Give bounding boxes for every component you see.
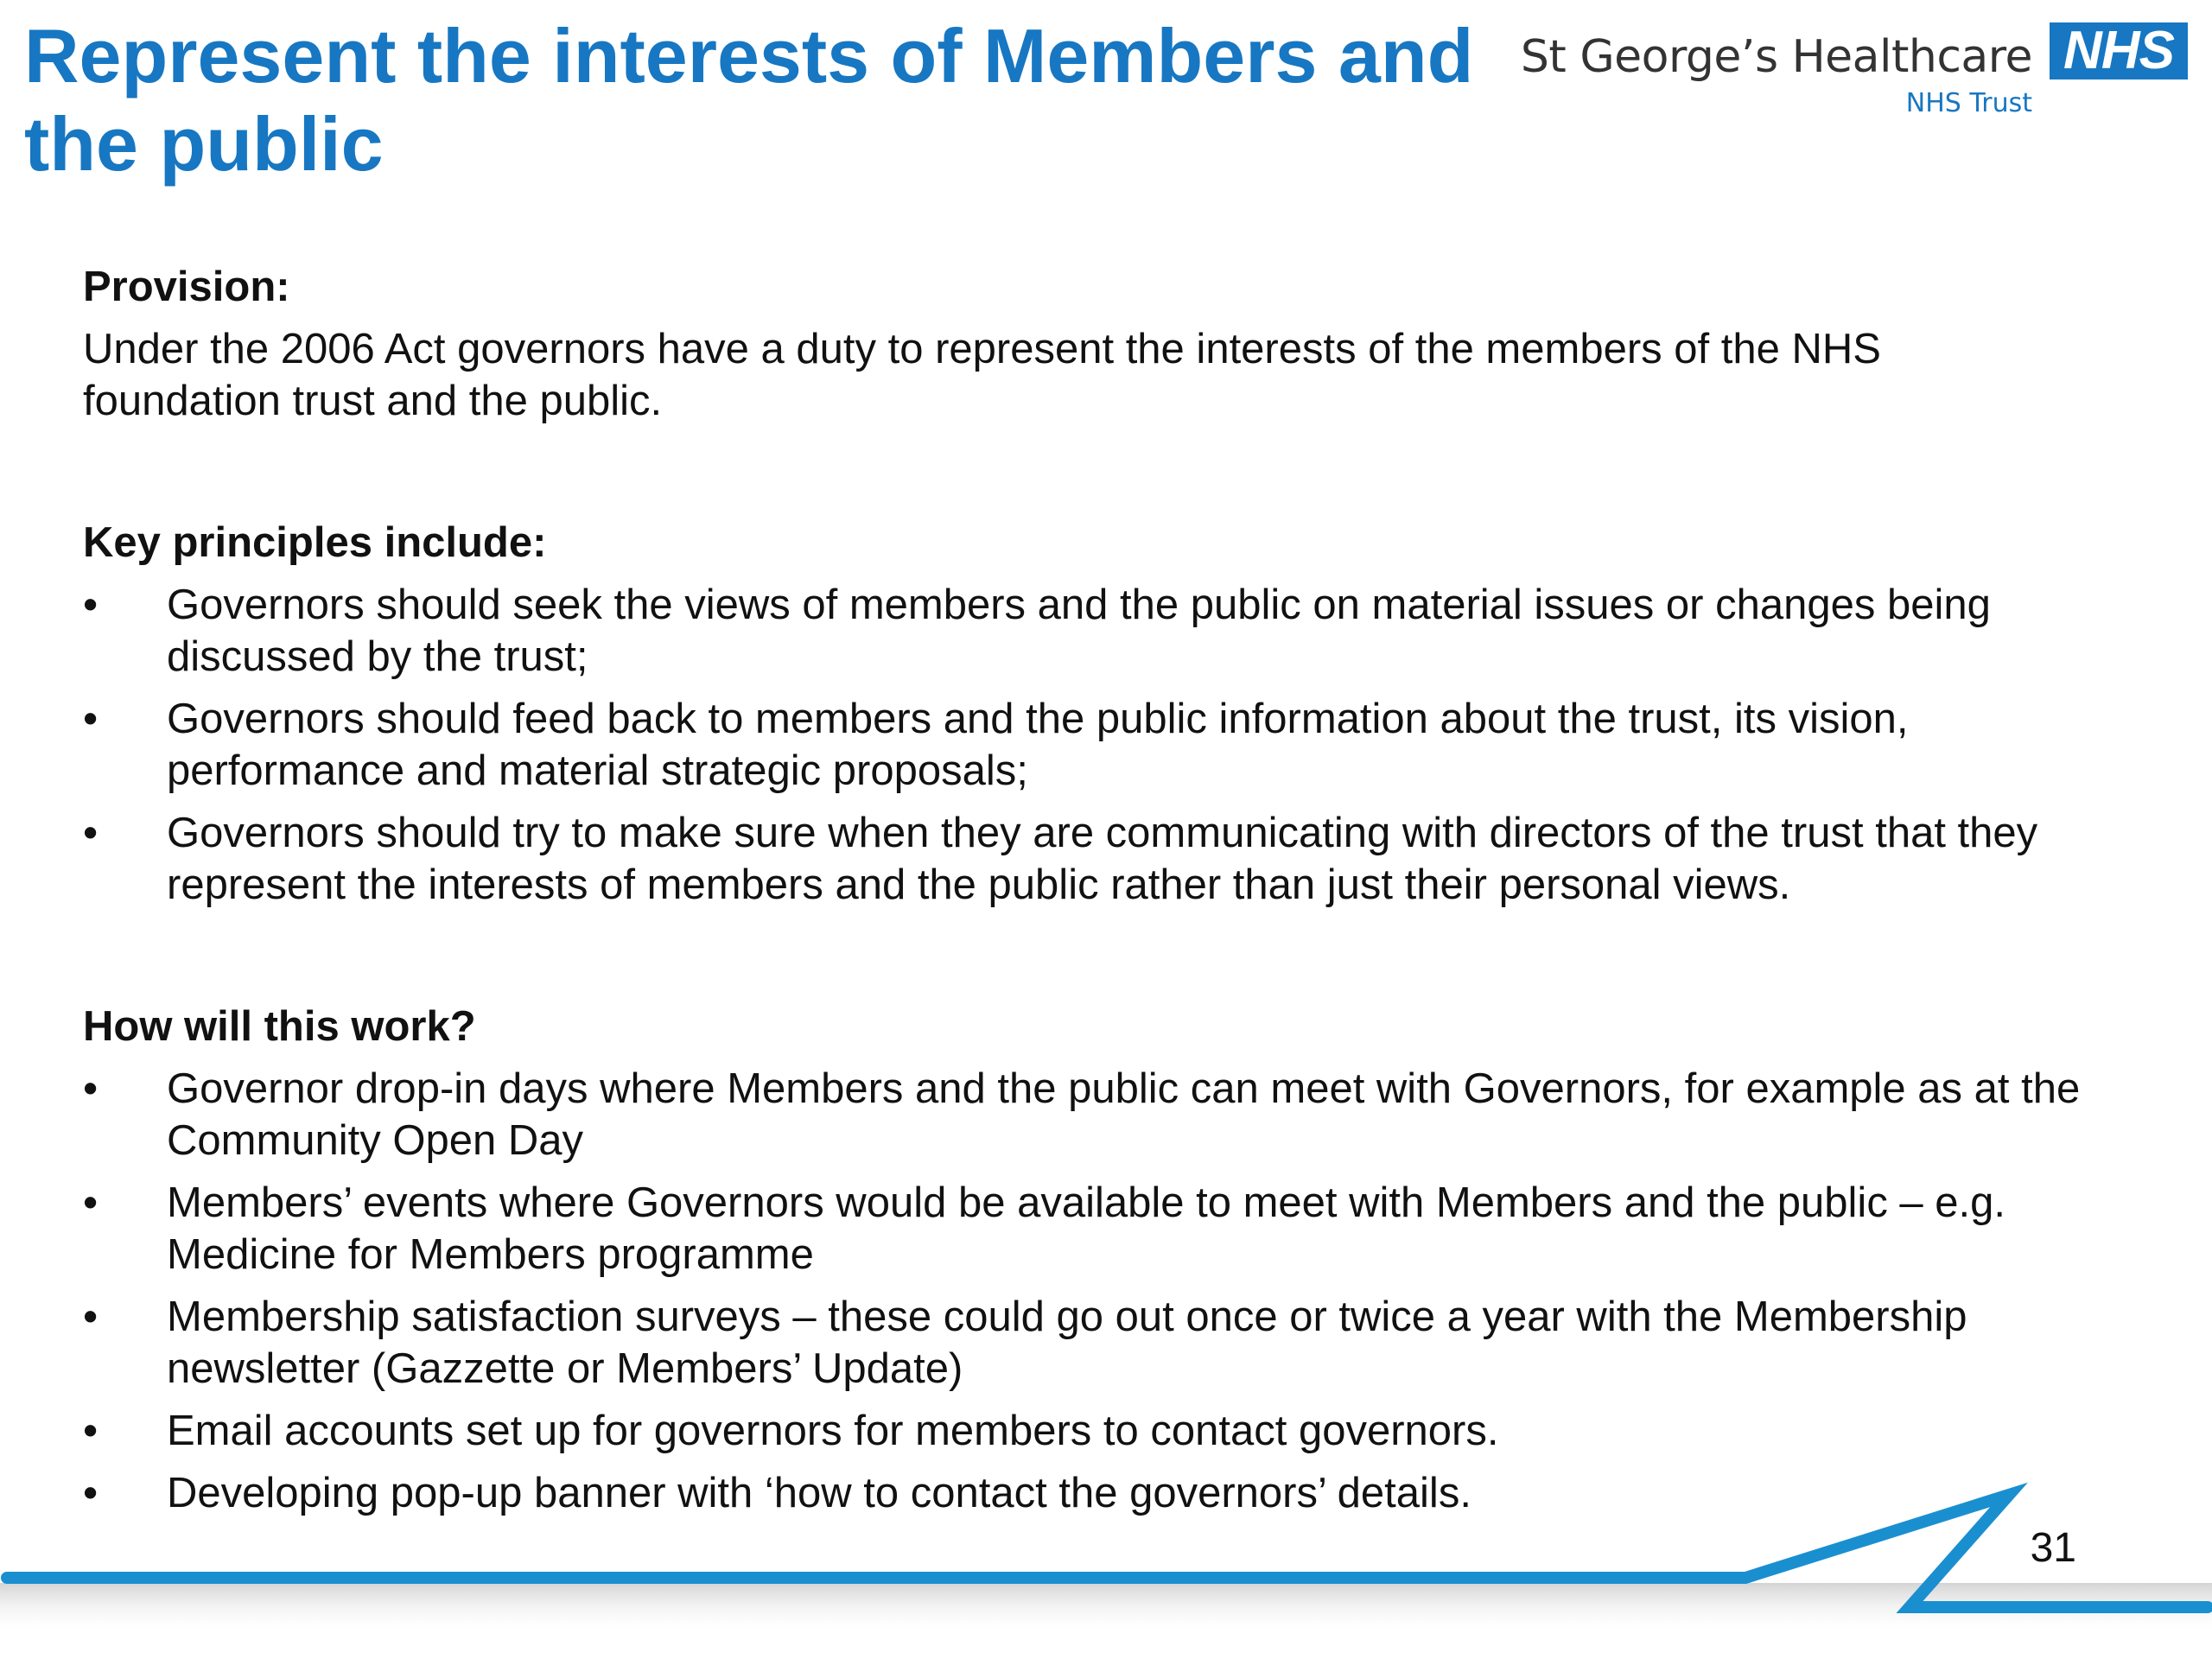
bullet-icon: • xyxy=(83,1294,99,1340)
nhs-logo-mark: NHS xyxy=(2050,22,2188,79)
bullet-icon: • xyxy=(83,1470,99,1516)
nhs-trust-logo xyxy=(1520,21,2188,135)
bullet-icon: • xyxy=(83,1179,99,1226)
how-it-works-list xyxy=(83,1063,2081,1519)
provision-text: Under the 2006 Act governors have a duty to represent the interests of the members of the NHS foundation trust and the public. xyxy=(83,326,1881,424)
list-item-text: Governors should try to make sure when they are communicating with directors of the trust that they represent the interests of members and the public rather than just their personal views. xyxy=(167,810,2038,908)
bullet-icon: • xyxy=(83,582,99,628)
how-it-works-section xyxy=(83,1001,2081,1519)
bullet-icon: • xyxy=(83,810,99,856)
list-item xyxy=(83,693,2120,797)
bullet-icon: • xyxy=(83,1065,99,1112)
slide-body xyxy=(83,261,2081,1529)
list-item-text: Governor drop-in days where Members and the public can meet with Governors, for example as at the Community Open Day xyxy=(167,1065,2081,1164)
list-item-text: Governors should feed back to members and the public information about the trust, its vision, performance and material strategic proposals; xyxy=(167,696,1909,794)
list-item-text: Governors should seek the views of members and the public on material issues or changes being discussed by the trust; xyxy=(167,582,1991,680)
how-it-works-heading: How will this work? xyxy=(83,1003,476,1050)
list-item xyxy=(83,1405,2120,1457)
list-item xyxy=(83,1291,2120,1395)
footer-swoosh-decoration xyxy=(0,1469,2212,1659)
logo-organisation-name: St George’s Healthcare xyxy=(1520,31,2032,83)
page-number: 31 xyxy=(2030,1525,2076,1571)
slide-title-line-1: Represent the interests of Members and xyxy=(24,13,1474,99)
list-item xyxy=(83,1063,2120,1166)
list-item-text: Members’ events where Governors would be available to meet with Members and the public – e.g. Medicine for Members programme xyxy=(167,1179,2006,1278)
footer-shadow xyxy=(0,1583,2212,1635)
list-item xyxy=(83,579,2120,683)
bullet-icon: • xyxy=(83,1408,99,1454)
key-principles-section xyxy=(83,517,2070,911)
provision-section xyxy=(83,261,2070,427)
key-principles-list xyxy=(83,579,2070,911)
list-item-text: Email accounts set up for governors for members to contact governors. xyxy=(167,1408,1499,1454)
list-item-text: Membership satisfaction surveys – these could go out once or twice a year with the Membership newsletter (Gazzette or Members’ Update) xyxy=(167,1294,1967,1392)
logo-trust-label: NHS Trust xyxy=(1905,88,2032,118)
key-principles-heading: Key principles include: xyxy=(83,519,547,566)
list-item-text: Developing pop-up banner with ‘how to contact the governors’ details. xyxy=(167,1470,1471,1516)
slide-title-line-2: the public xyxy=(24,101,384,187)
bullet-icon: • xyxy=(83,696,99,742)
provision-heading: Provision: xyxy=(83,264,290,310)
list-item xyxy=(83,1177,2120,1281)
slide-title xyxy=(24,12,1510,188)
list-item xyxy=(83,807,2120,911)
